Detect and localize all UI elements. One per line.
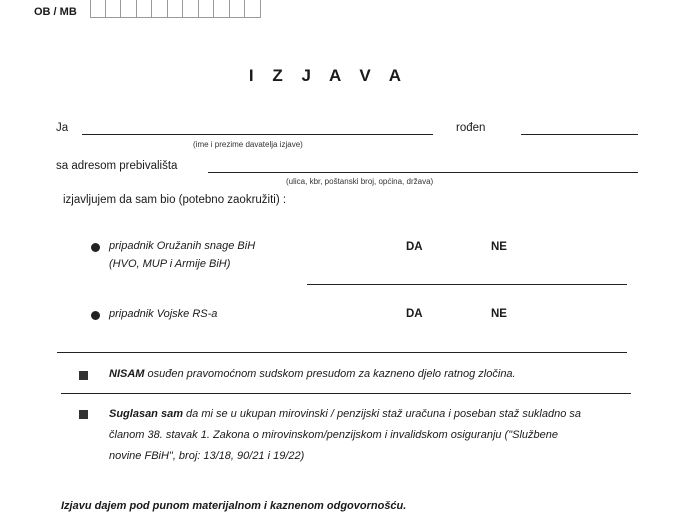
address-label: sa adresom prebivališta <box>56 160 178 172</box>
option2-ne[interactable]: NE <box>491 308 507 320</box>
ob-mb-box[interactable] <box>168 0 184 18</box>
birth-field[interactable] <box>521 134 638 135</box>
ob-mb-box[interactable] <box>214 0 230 18</box>
roden-label: rođen <box>456 122 486 134</box>
ob-mb-box[interactable] <box>183 0 199 18</box>
ob-mb-box[interactable] <box>106 0 122 18</box>
nisam-text: NISAM osuđen pravomoćnom sudskom presudom za kazneno djelo ratnog zločina. <box>109 368 516 380</box>
nisam-checkbox[interactable] <box>79 371 88 380</box>
option1-line2: (HVO, MUP i Armije BiH) <box>109 258 231 270</box>
name-field[interactable] <box>82 134 433 135</box>
option1-line1: pripadnik Oružanih snage BiH <box>109 240 256 252</box>
separator-line <box>57 352 627 353</box>
ob-mb-box[interactable] <box>230 0 246 18</box>
address-field[interactable] <box>208 172 638 173</box>
option1-ne[interactable]: NE <box>491 241 507 253</box>
ob-mb-boxes[interactable] <box>90 0 261 18</box>
ob-mb-label: OB / MB <box>34 6 77 18</box>
ob-mb-box[interactable] <box>245 0 261 18</box>
ob-mb-box[interactable] <box>90 0 106 18</box>
ob-mb-box[interactable] <box>137 0 153 18</box>
bullet-icon <box>91 243 100 252</box>
ob-mb-box[interactable] <box>121 0 137 18</box>
statement-text: izjavljujem da sam bio (potebno zaokružiti) : <box>63 194 287 206</box>
page-title: I Z J A V A <box>248 66 409 85</box>
option2-da[interactable]: DA <box>406 308 423 320</box>
bullet-icon <box>91 311 100 320</box>
option1-da[interactable]: DA <box>406 241 423 253</box>
option2-line1: pripadnik Vojske RS-a <box>109 308 218 320</box>
ja-label: Ja <box>56 122 69 134</box>
name-hint: (ime i prezime davatelja izjave) <box>193 140 303 149</box>
suglasan-text: Suglasan sam da mi se u ukupan mirovinski / penzijski staž uračuna i poseban staž sukladno sa članom 38. stavak 1. Zakona o mirovinskom/penzijskom i invalidskom osiguranju ("Službene novine FBiH", broj: 13/18, 90/21 i 19/22) <box>109 408 582 462</box>
address-hint: (ulica, kbr, poštanski broj, općina, država) <box>286 177 434 186</box>
ob-mb-box[interactable] <box>199 0 215 18</box>
footer-declaration: Izjavu dajem pod punom materijalnom i kaznenom odgovornošću. <box>61 500 407 512</box>
ob-mb-box[interactable] <box>152 0 168 18</box>
suglasan-checkbox[interactable] <box>79 410 88 419</box>
separator-line <box>61 393 631 394</box>
option1-line <box>307 284 627 285</box>
